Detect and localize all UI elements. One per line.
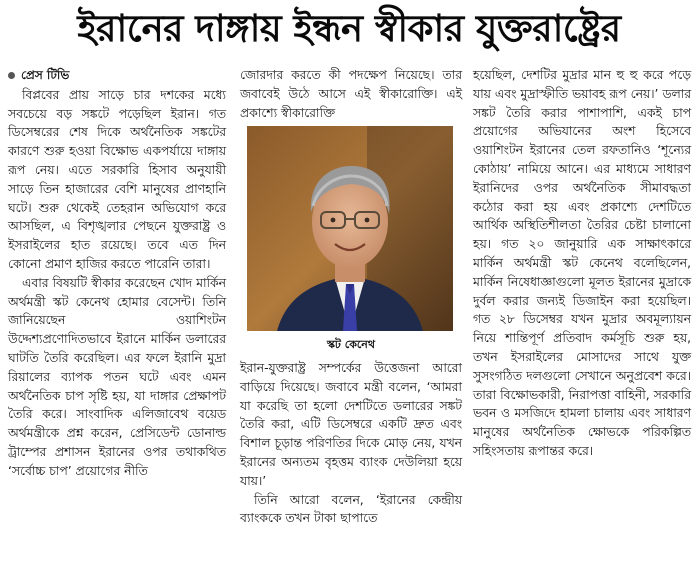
article-column-1 xyxy=(8,66,226,481)
headline: ইরানের দাঙ্গায় ইন্ধন স্বীকার যুক্তরাষ্ট্রের xyxy=(77,6,621,50)
byline xyxy=(8,66,226,85)
paragraph: তিনি আরো বলেন, ‘ইরানের কেন্দ্রীয় ব্যাংককে তখন টাকা ছাপাতে xyxy=(240,492,462,526)
paragraph: এবার বিষয়টি স্বীকার করেছেন খোদ মার্কিন অর্থমন্ত্রী স্কট কেনেথ হোমার বেসেন্ট। তিনি জানিয়েছেন ওয়াশিংটন উদ্দেশ্যপ্রণোদিতভাবে ইরানে মার্কিন ডলারের ঘাটতি তৈরি করেছিল। এর ফলে ইরানি মুদ্রা রিয়ালের ব্যাপক পতন ঘটে এবং এমন অর্থনৈতিক চাপ সৃষ্টি হয়, যা দাঙ্গার প্রেক্ষাপট তৈরি করে। সাংবাদিক এলিজাবেথ বয়েড অর্থমন্ত্রীকে প্রশ্ন করেন, প্রেসিডেন্ট ডোনাল্ড ট্রাম্পের প্রশাসন ইরানের ওপর তথাকথিত ‘সর্বোচ্চ চাপ’ প্রয়োগের নীতি xyxy=(8,275,226,478)
paragraph: হয়েছিল, দেশটির মুদ্রার মান হু হু করে পড়ে যায় এবং মুদ্রাস্ফীতি ভয়াবহ রূপ নেয়।’ ডলার সঙ্কট তৈরি করার পাশাপাশি, একই চাপ প্রয়োগের অভিযানের অংশ হিসেবে ওয়াশিংটন ইরানের তেল রফতানিও ‘শূন্যের কোঠায়’ নামিয়ে আনে। এর মাধ্যমে সাধারণ ইরানিদের ওপর অর্থনৈতিক সীমাবদ্ধতা কঠোর করা হয় এবং প্রকাশ্যে দেশটিতে আর্থিক অস্থিতিশীলতা তৈরির চেষ্টা চালানো হয়। গত ২০ জানুয়ারি এক সাক্ষাৎকারে মার্কিন অর্থমন্ত্রী স্কট কেনেথ বলেছিলেন, মার্কিন নিষেধাজ্ঞাগুলো মূলত ইরানের মুদ্রাকে দুর্বল করার জন্যই ডিজাইন করা হয়েছিল। গত ২৮ ডিসেম্বর যখন মুদ্রার অবমূল্যায়ন নিয়ে শান্তিপূর্ণ প্রতিবাদ কর্মসূচি শুরু হয়, তখন ইসরাইলের মোসাদের সাথে যুক্ত সুসংগঠিত দলগুলো সেখানে অনুপ্রবেশ করে। তারা বিক্ষোভকারী, নিরাপত্তা বাহিনী, সরকারি ভবন ও মসজিদে হামলা চালায় এবং সাধারণ মানুষের অর্থনৈতিক ক্ষোভকে পরিকল্পিত সহিংসতায় রূপান্তর করে। xyxy=(473,68,691,458)
article-column-2-top xyxy=(240,66,462,122)
byline-source: প্রেস টিভি xyxy=(21,68,70,82)
photo-caption: স্কট কেনেথ xyxy=(326,338,376,351)
article-column-2-bottom xyxy=(240,359,462,528)
portrait-photo xyxy=(247,126,453,331)
portrait-image xyxy=(247,126,453,331)
paragraph: বিপ্লবের প্রায় সাড়ে চার দশকের মধ্যে সবচেয়ে বড় সঙ্কটে পড়েছিল ইরান। গত ডিসেম্বরের শেষ দিকে অর্থনৈতিক সঙ্কটের কারণে শুরু হওয়া বিক্ষোভ একপর্যায়ে দাঙ্গায় রূপ নেয়। এতে সরকারি হিসাব অনুযায়ী সাড়ে তিন হাজারের বেশি মানুষের প্রাণহানি ঘটে। শুরু থেকেই তেহরান অভিযোগ করে আসছিল, এ বিশৃঙ্খলার পেছনে যুক্তরাষ্ট্র ও ইসরাইলের হাত রয়েছে। তবে এত দিন কোনো প্রমাণ হাজির করতে পারেনি তারা। xyxy=(8,87,226,271)
bullet-dot-icon xyxy=(8,72,15,79)
paragraph: ইরান-যুক্তরাষ্ট্র সম্পর্কের উত্তেজনা আরো বাড়িয়ে দিয়েছে। জবাবে মন্ত্রী বলেন, ‘আমরা যা করেছি তা হলো দেশটিতে ডলারের সঙ্কট তৈরি করা, এটি ডিসেম্বরে একটি দ্রুত এবং বিশাল চূড়ান্ত পরিণতির দিকে মোড় নেয়, যখন ইরানের অন্যতম বৃহত্তম ব্যাংক দেউলিয়া হয়ে যায়।’ xyxy=(240,361,462,488)
article-column-3 xyxy=(473,66,691,461)
paragraph: জোরদার করতে কী পদক্ষেপ নিয়েছে। তার জবাবেই উঠে আসে এই স্বীকারোক্তি। এই প্রকাশ্যে স্বীকারোক্তি xyxy=(240,68,462,120)
